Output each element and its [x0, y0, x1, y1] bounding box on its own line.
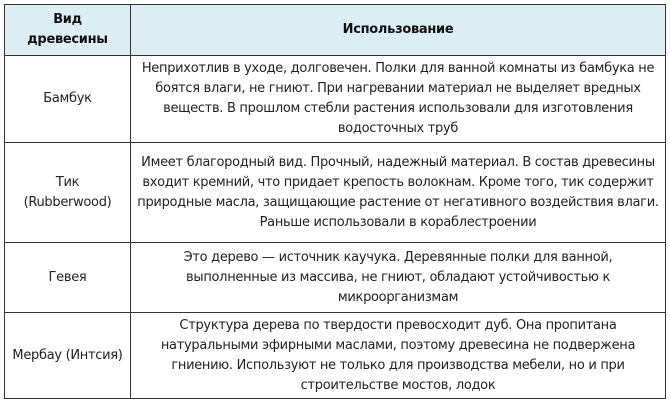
header-usage: Использование: [131, 5, 666, 56]
wood-usage: Структура дерева по твердости превосходит дуб. Она пропитана натуральными эфирными маслами, поэтому древесина не подвержена гниению. Используют не только для производства мебели, но и при строительстве мостов, лодок: [131, 313, 666, 399]
table-header-row: [5, 5, 666, 56]
table-row: [5, 143, 666, 243]
table-row: [5, 243, 666, 313]
wood-usage: Имеет благородный вид. Прочный, надежный материал. В состав древесины входит кремний, что придает крепость волокнам. Кроме того, тик содержит природные масла, защищающие растение от негативного воздействия влаги. Раньше использовали в кораблестроении: [131, 143, 666, 243]
wood-usage-table: [4, 4, 666, 399]
wood-usage: Это дерево — источник каучука. Деревянные полки для ванной, выполненные из массива, не гниют, обладают устойчивостью к микроорганизмам: [131, 243, 666, 313]
table-row: [5, 56, 666, 143]
wood-name: Бамбук: [5, 56, 131, 143]
wood-name: Гевея: [5, 243, 131, 313]
wood-name: Тик (Rubberwood): [5, 143, 131, 243]
table-row: [5, 313, 666, 399]
header-wood-type: Вид древесины: [5, 5, 131, 56]
wood-name: Мербау (Интсия): [5, 313, 131, 399]
wood-usage: Неприхотлив в уходе, долговечен. Полки для ванной комнаты из бамбука не боятся влаги, не гниют. При нагревании материал не выделяет вредных веществ. В прошлом стебли растения использовали для изготовления водосточных труб: [131, 56, 666, 143]
